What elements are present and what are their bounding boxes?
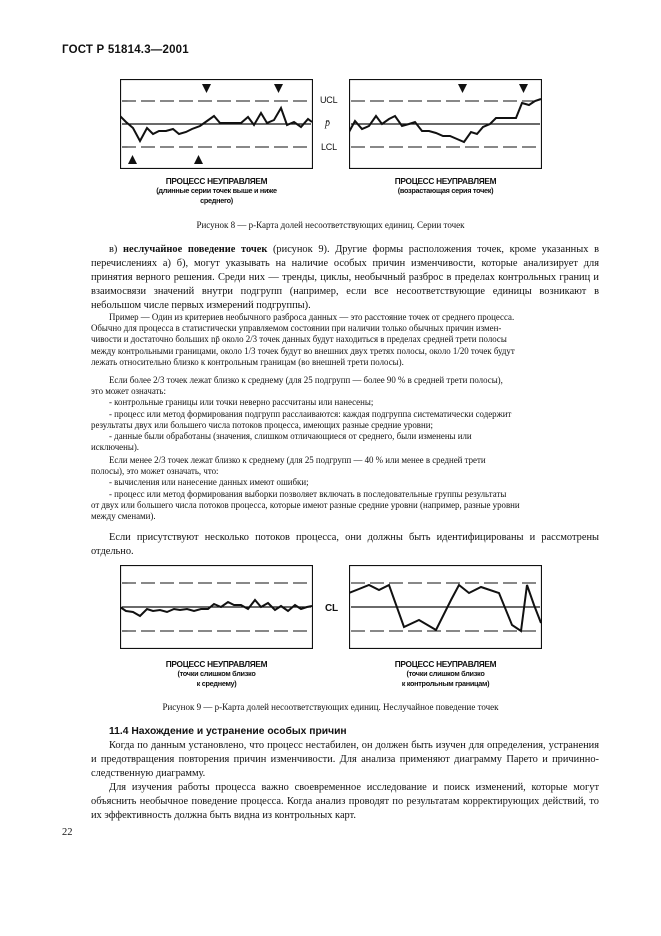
page-number: 22 [62,827,73,838]
run-marker-down [458,84,467,93]
fig8-left-caption [120,176,313,205]
caption-title: ПРОЦЕСС НЕУПРАВЛЯЕМ [394,176,497,186]
caption-subtitle: (точки слишком близко [406,669,485,678]
caption-title: ПРОЦЕСС НЕУПРАВЛЯЕМ [165,176,268,186]
section-paragraph-2: Для изучения работы процесса важно своевременное исследование и поиск изменений, которые могут объяснить необычное поведение процесса. Когда анализ проводят по результатам корректирующих действий, то их эффективность должна быть видна из контрольных карт. [91,782,599,821]
text-line: - вычисления или нанесение данных имеют ошибки; [109,477,309,488]
document-header: ГОСТ Р 51814.3—2001 [62,44,189,56]
text-line: чивости и достаточно больших np̄ около 2/3 точек данных будут находиться в пределах средней трети полосы [91,334,507,345]
fig8-right-caption [349,176,542,196]
example-note [91,312,599,368]
caption-subtitle: (длинные серии точек выше и ниже [156,186,277,195]
text-line: Если более 2/3 точек лежат близко к среднему (для 25 подгрупп — более 90 % в средней трети полосы), [109,375,503,385]
paragraph-c [91,243,599,313]
series-line [349,99,541,142]
series-line [120,600,312,616]
text-line: это может означать: [91,386,166,397]
lcl-label: LCL [321,142,337,152]
section-paragraph-1: Когда по данным установлено, что процесс нестабилен, он должен быть изучен для определения, устранения и предотвращения повторения причин изменчивости. Для анализа применяют диаграмму Парето и причинно-следственную диаграмму. [91,740,599,779]
text-line: Обычно для процесса в статистически управляемом состоянии при наличии только обычных причин измен- [91,323,502,334]
streams-paragraph: Если присутствуют несколько потоков процесса, они должны быть идентифицированы и рассмотрены отдельно. [91,532,599,557]
fig8-right-chart [349,79,542,169]
fig9-right-chart [349,565,542,649]
paragraph-c-bold: неслучайное поведение точек [123,244,268,255]
text-line: - данные были обработаны (значения, слишком отличающиеся от среднего, были изменены или [109,431,472,442]
section-title: 11.4 Нахождение и устранение особых причин [109,726,347,737]
caption-subtitle: к среднему) [196,678,237,688]
caption-title: ПРОЦЕСС НЕУПРАВЛЯЕМ [394,659,497,669]
figure9-caption: Рисунок 9 — p-Карта долей несоответствующих единиц. Неслучайное поведение точек [162,702,499,712]
text-line: - процесс или метод формирования выборки позволяет включать в последовательные группы результаты [109,488,507,499]
caption-subtitle: к контрольным границам) [401,678,490,688]
run-marker-up [128,155,137,164]
fig9-right-svg [349,565,542,649]
caption-title: ПРОЦЕСС НЕУПРАВЛЯЕМ [165,659,268,669]
fig9-left-chart [120,565,313,649]
less-than-two-thirds [91,455,599,522]
paragraph-c-lead: в) [109,244,124,255]
run-marker-down [202,84,211,93]
text-line: между сменами). [91,511,156,522]
text-line: полосы), это может означать, что: [91,466,219,477]
caption-subtitle: среднего) [200,195,233,205]
text-line: - процесс или метод формирования подгрупп расслаиваются: каждая подгруппа систематически содержит [109,408,512,419]
figure8-caption: Рисунок 8 — p-Карта долей несоответствующих единиц. Серии точек [196,220,465,230]
fig9-left-svg [120,565,313,649]
more-than-two-thirds [91,375,599,453]
center-label: p̄ [325,118,330,129]
text-line: исключены). [91,442,140,453]
cl-label: CL [325,603,338,614]
text-line: лежать относительно близко к контрольным границам (во внешней трети полосы). [91,356,404,367]
text-line: Если менее 2/3 точек лежат близко к среднему (для 25 подгрупп — 40 % или менее в средней трети [109,455,486,465]
paragraph-c-text: (рисунок 9). Другие формы расположения точек, кроме указанных в перечислениях а) б), могут указывать на наличие особых причин изменчивости, которые анализирует для принятия верного решения. Среди них — тренды, циклы, необычный разброс в пределах контрольных границ и взаимосвязи значений внутри подгрупп (например, если все несоответствующие единицы возникают в небольшом числе первых измерений подгруппы). [91,244,599,311]
run-marker-up [194,155,203,164]
series-line [349,585,541,631]
fig9-right-caption [349,659,542,688]
caption-subtitle: (точки слишком близко [177,669,256,678]
fig8-right-svg [349,79,542,169]
fig8-left-svg [120,79,313,169]
caption-subtitle: (возрастающая серия точек) [397,186,494,195]
text-line: между контрольными границами, около 1/3 точек будут во внешних двух третях полосы, около 1/20 точек будут [91,345,515,356]
text-line: результаты двух или большего числа потоков процесса, имеющих разные средние уровни; [91,419,433,430]
run-marker-down [274,84,283,93]
fig8-left-chart [120,79,313,169]
text-line: - контрольные границы или точки неверно рассчитаны или нанесены; [109,397,374,408]
text-line: от двух или большего числа потоков процесса, которые имеют разные средние уровни (например, разные уровни [91,499,520,510]
run-marker-down [519,84,528,93]
text-line: Пример — Один из критериев необычного разброса данных — это расстояние точек от среднего процесса. [109,312,515,322]
ucl-label: UCL [320,95,338,105]
fig9-left-caption [120,659,313,688]
